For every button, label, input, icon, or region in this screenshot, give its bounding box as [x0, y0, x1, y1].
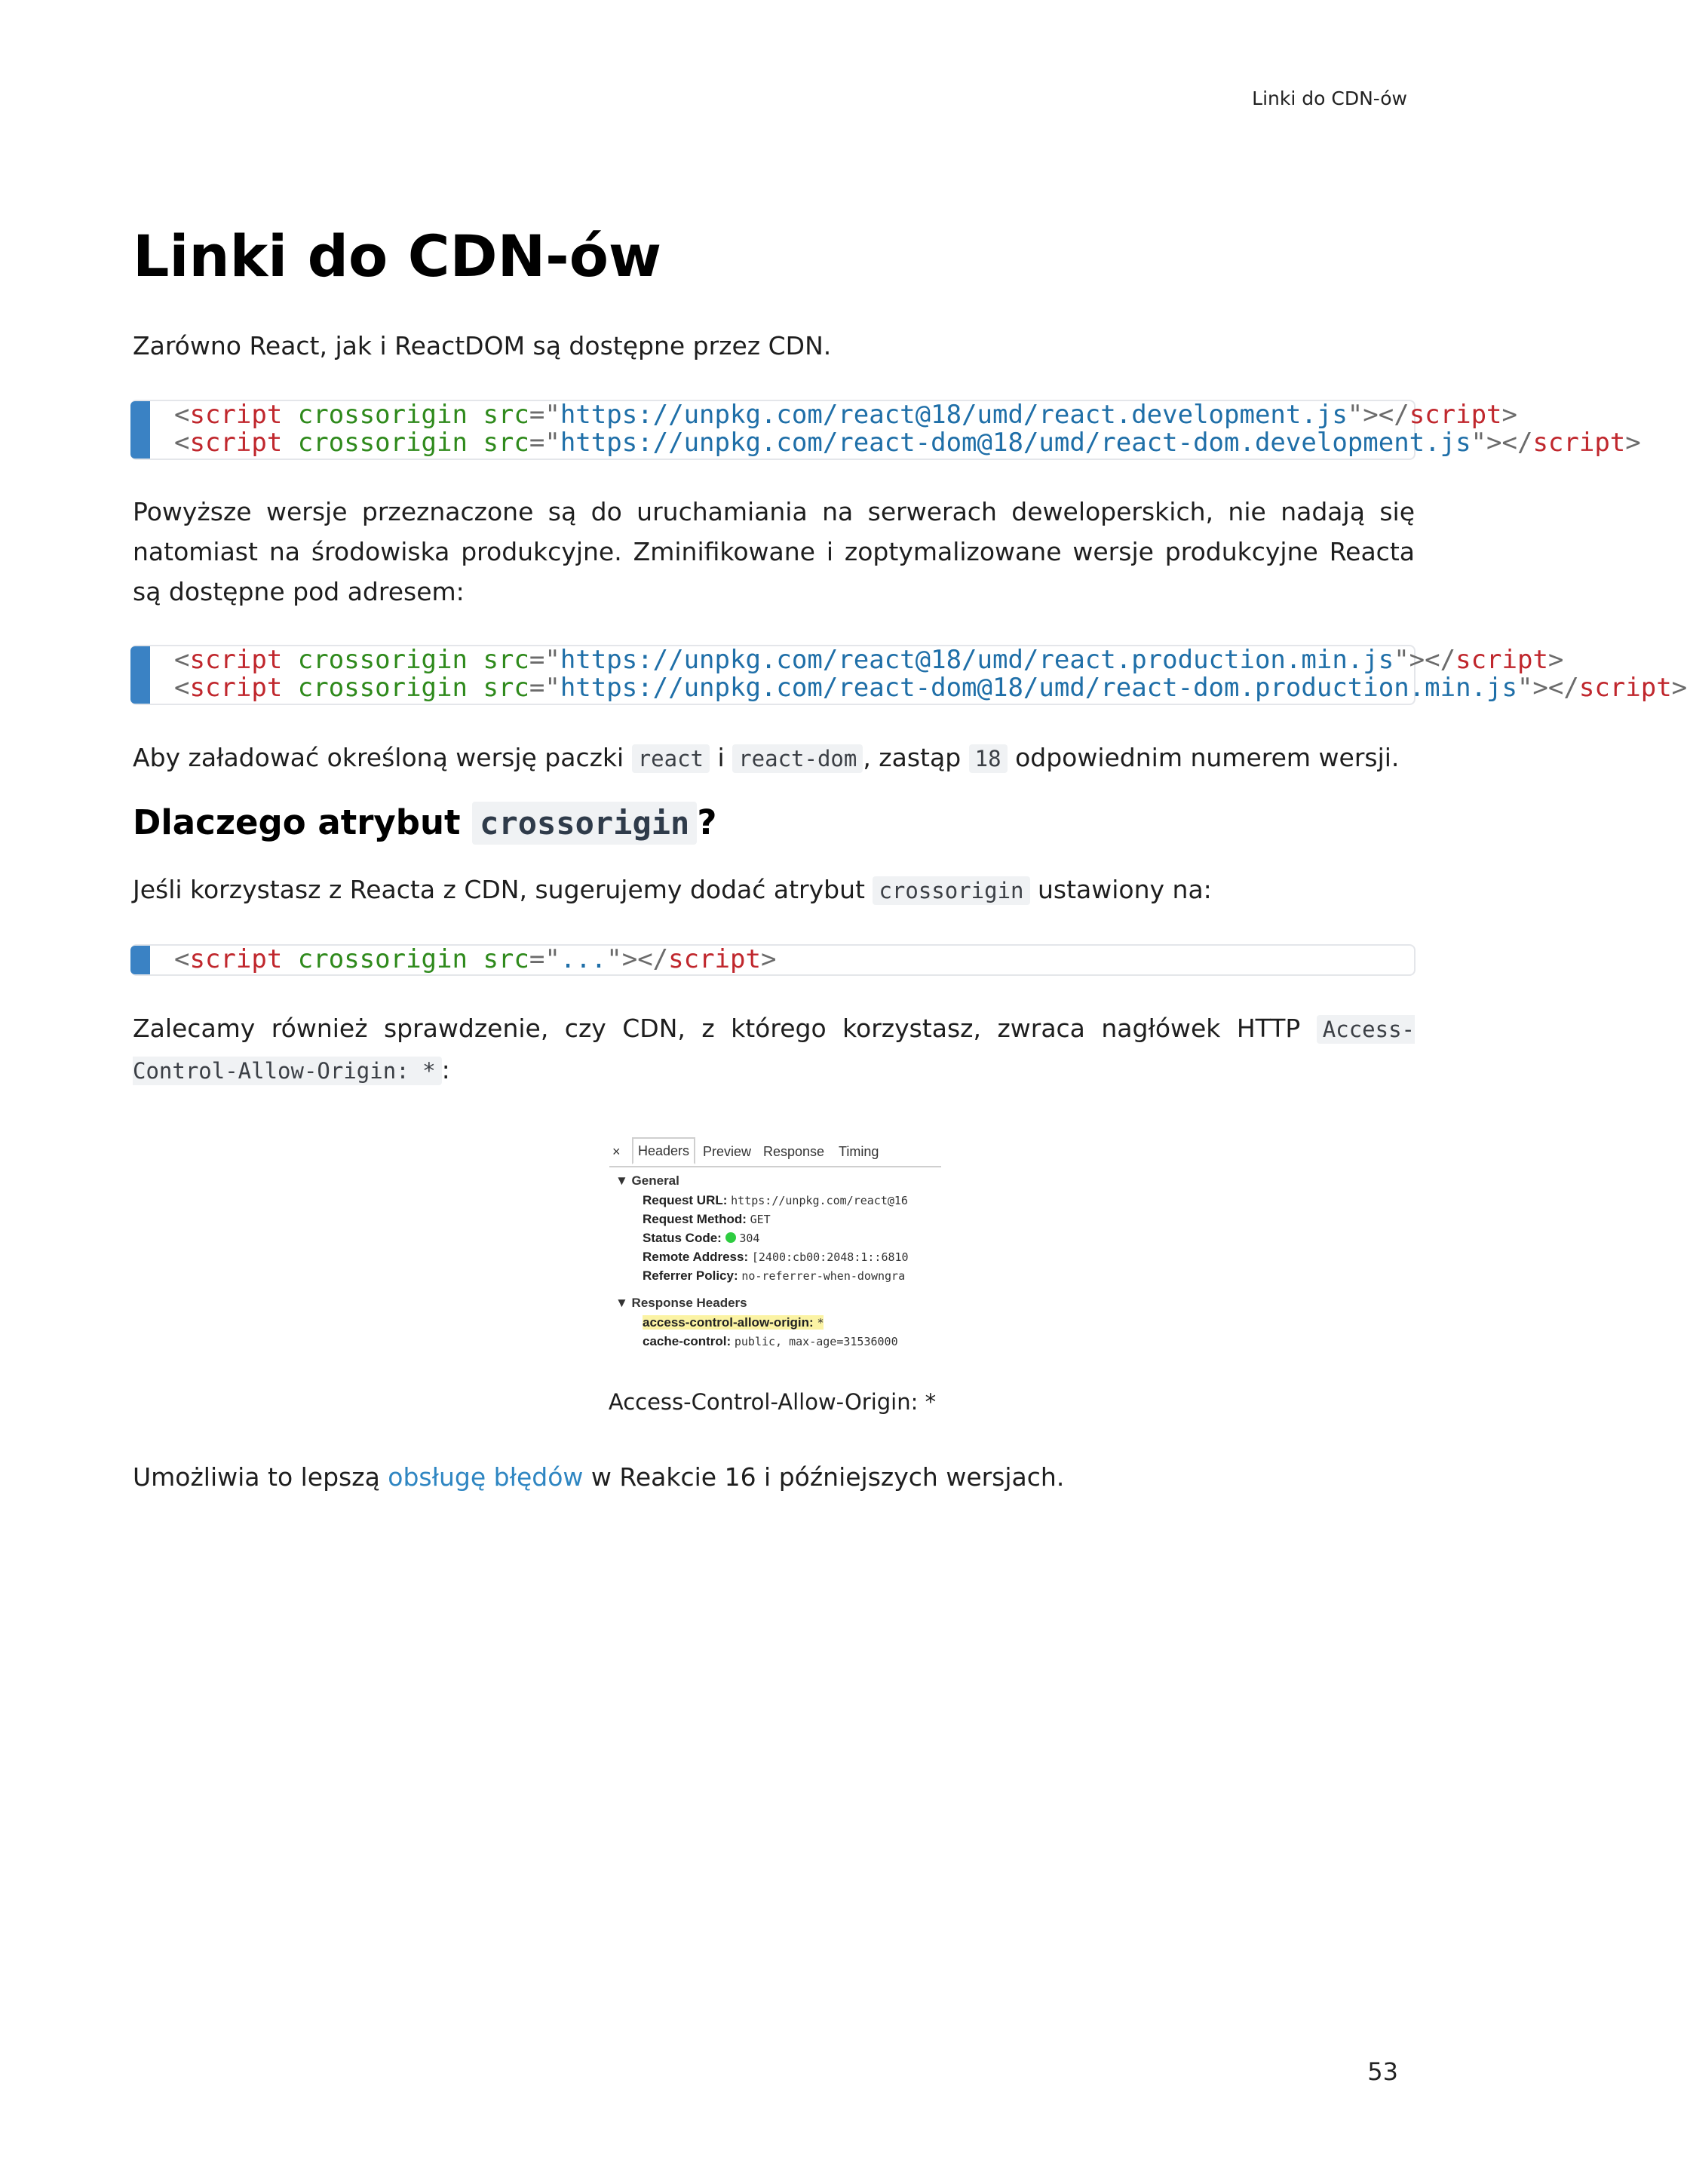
code-block-accent — [130, 946, 150, 974]
header-note-paragraph: Zalecamy również sprawdzenie, czy CDN, z którego korzystasz, zwraca nagłówek HTTP Access-Control-Allow-Origin: * : — [133, 1014, 1415, 1084]
code-line: <script crossorigin src="https://unpkg.com/react@18/umd/react.development.js"></script> — [174, 400, 1517, 430]
general-row: Status Code: 304 — [643, 1231, 760, 1245]
response-row-highlighted: access-control-allow-origin: * — [643, 1315, 824, 1330]
page-number: 53 — [1367, 2057, 1398, 2086]
code-line: <script crossorigin src="https://unpkg.com/react-dom@18/umd/react-dom.production.min.js"></script> — [174, 673, 1687, 703]
inline-code: react — [632, 744, 710, 773]
code-lines — [130, 946, 1414, 974]
intro-paragraph: Zarówno React, jak i ReactDOM są dostępne przez CDN. — [133, 331, 832, 360]
devtools-tab-bar — [609, 1137, 941, 1167]
devtools-screenshot — [609, 1137, 941, 1356]
dev-note-paragraph: Powyższe wersje przeznaczone są do uruchamiania na serwerach deweloperskich, nie nadają się natomiast na środowiska produkcyjne. Zminifikowane i zoptymalizowane wersje produkcyjne Reacta są dostępne pod adresem: — [133, 497, 1415, 606]
code-block-accent — [130, 646, 150, 704]
tab-headers[interactable]: Headers — [632, 1137, 695, 1164]
page-title: Linki do CDN-ów — [133, 222, 662, 290]
code-block-crossorigin — [130, 944, 1416, 976]
figure-caption: Access-Control-Allow-Origin: * — [608, 1389, 937, 1415]
general-row: Remote Address: [2400:cb00:2048:1::6810 — [643, 1250, 909, 1264]
section-heading: Dlaczego atrybut crossorigin ? — [133, 798, 716, 848]
response-section-label[interactable]: ▼ Response Headers — [615, 1296, 747, 1310]
general-row: Referrer Policy: no-referrer-when-downgra — [643, 1268, 906, 1283]
inline-code: crossorigin — [873, 876, 1029, 905]
error-handling-link[interactable]: obsługę błędów — [388, 1462, 584, 1492]
general-row: Request URL: https://unpkg.com/react@16 — [643, 1193, 908, 1207]
general-row: Request Method: GET — [643, 1212, 771, 1226]
inline-code: react-dom — [732, 744, 863, 773]
code-line: <script crossorigin src="https://unpkg.com/react@18/umd/react.production.min.js"></script> — [174, 645, 1564, 675]
code-block-production — [130, 645, 1687, 705]
closing-paragraph: Umożliwia to lepszą obsługę błędów w Reakcie 16 i późniejszych wersjach. — [133, 1462, 1065, 1492]
tab-preview[interactable]: Preview — [703, 1144, 752, 1159]
inline-code: crossorigin — [472, 802, 697, 845]
inline-code: Access-Control-Allow-Origin: * — [133, 1017, 1415, 1084]
code-line: <script crossorigin src="..."></script> — [174, 944, 777, 974]
general-section-label[interactable]: ▼ General — [615, 1173, 679, 1188]
code-block-accent — [130, 401, 150, 459]
response-row: cache-control: public, max-age=31536000 — [643, 1334, 898, 1348]
crossorigin-paragraph: Jeśli korzystasz z Reacta z CDN, sugerujemy dodać atrybut crossorigin ustawiony na: — [133, 875, 1212, 904]
inline-code: 18 — [969, 744, 1008, 773]
tab-timing[interactable]: Timing — [839, 1144, 879, 1159]
version-note-paragraph: Aby załadować określoną wersję paczki react i react-dom , zastąp 18 odpowiednim numerem wersji. — [133, 743, 1400, 772]
status-ok-icon — [725, 1232, 736, 1243]
tab-response[interactable]: Response — [763, 1144, 825, 1159]
code-lines — [130, 400, 1641, 458]
running-header: Linki do CDN-ów — [1252, 87, 1407, 109]
close-icon[interactable]: × — [612, 1144, 621, 1159]
code-lines — [130, 645, 1687, 703]
code-line: <script crossorigin src="https://unpkg.com/react-dom@18/umd/react-dom.development.js"></script> — [174, 428, 1641, 458]
code-block-development — [130, 400, 1641, 460]
